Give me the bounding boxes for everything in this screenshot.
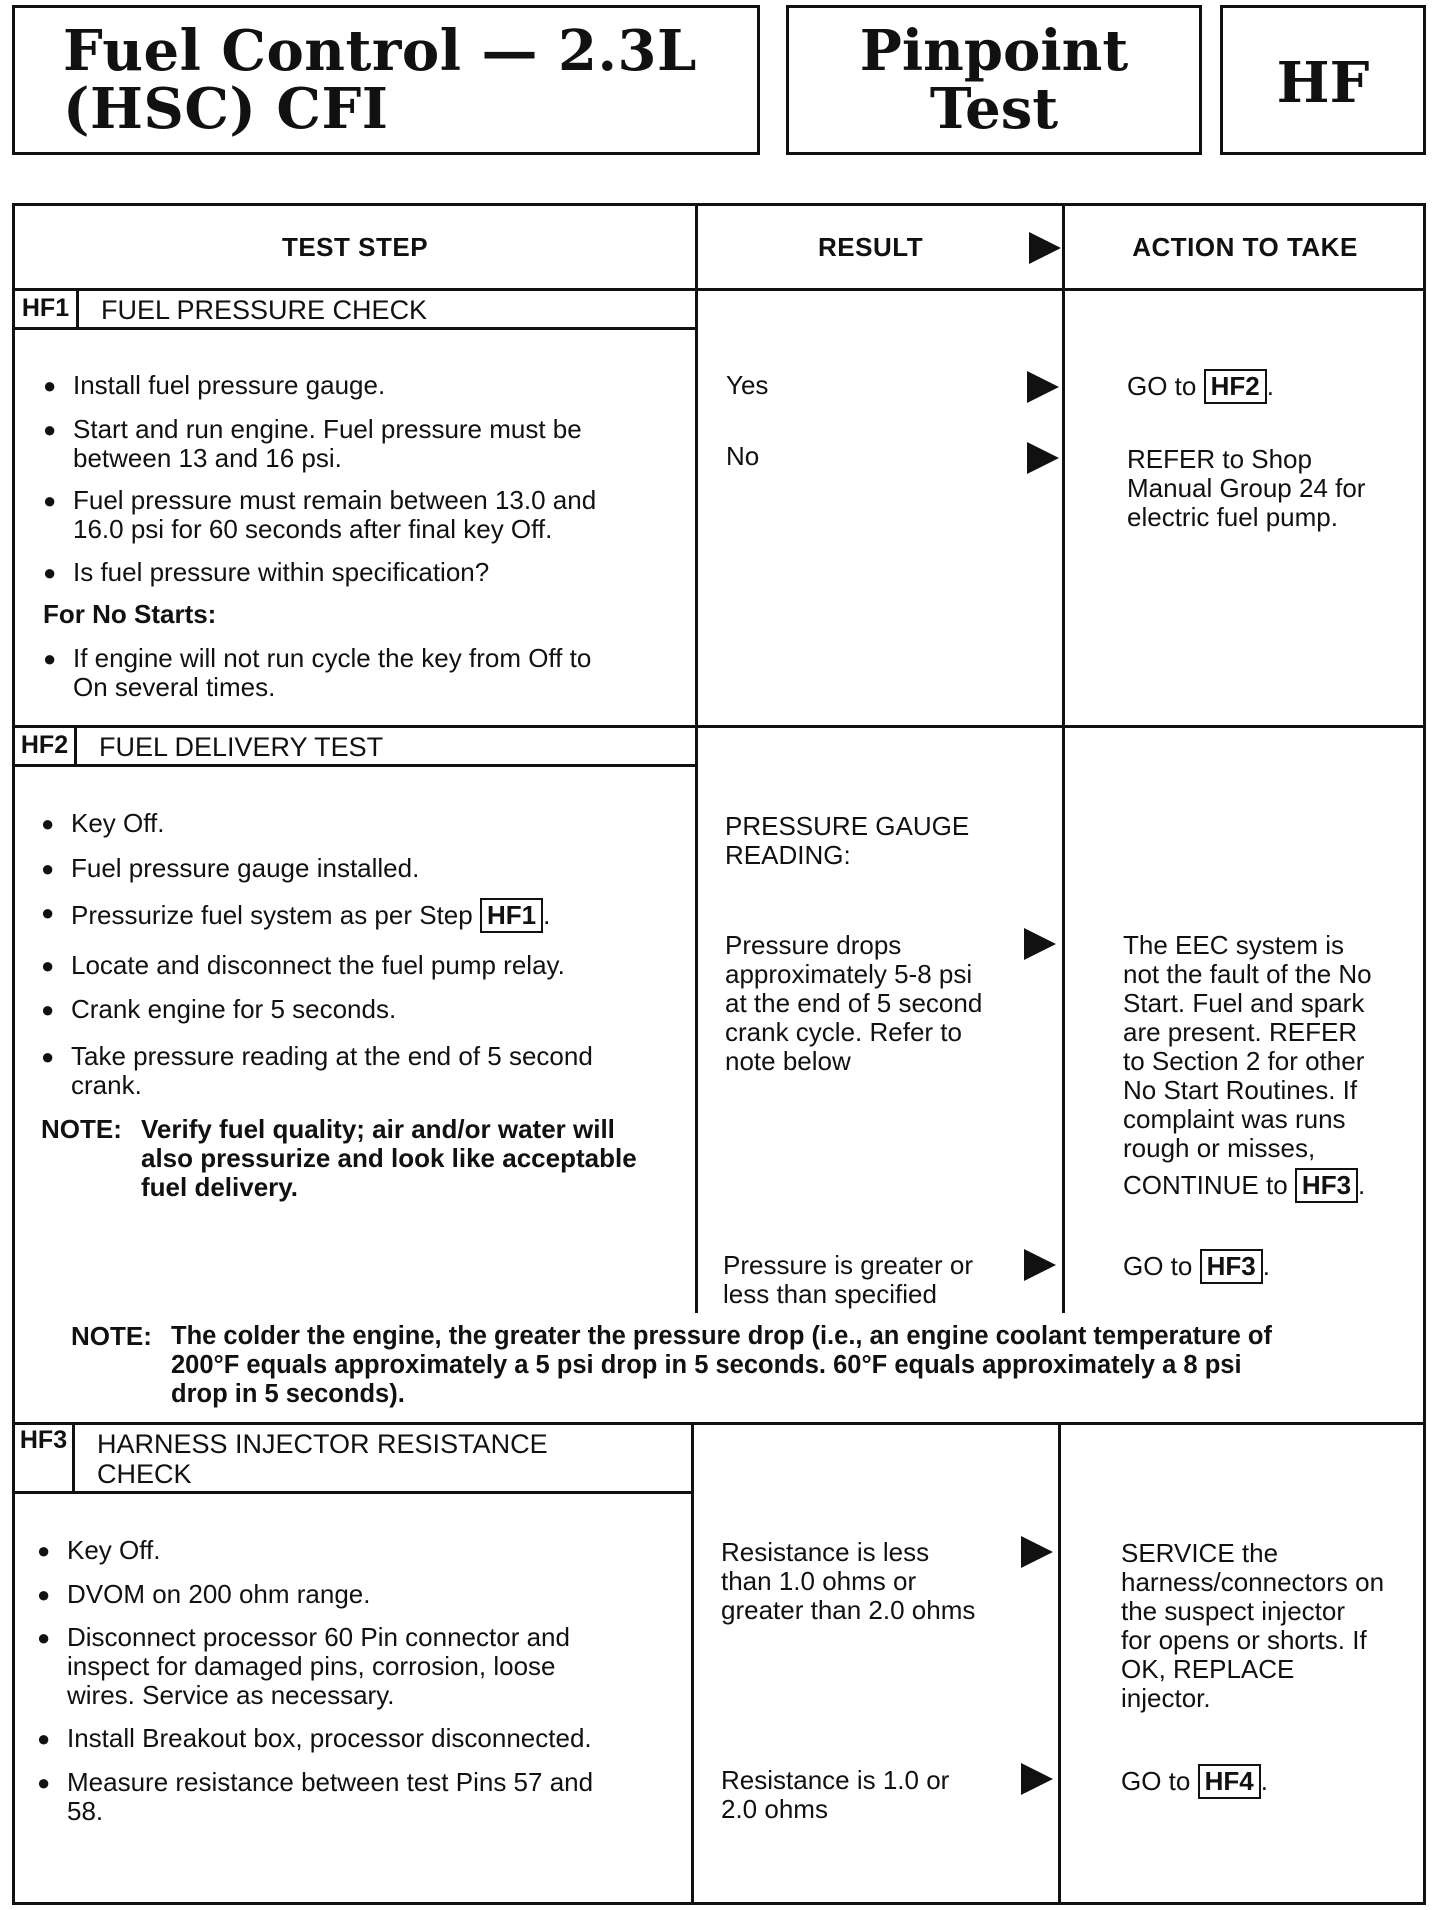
hf1-bullet-2-cont: between 13 and 16 psi. — [73, 443, 342, 473]
hf1-bullet-5-cont: On several times. — [73, 672, 276, 702]
pinpoint-label — [789, 18, 1199, 142]
hf3-bullet-1: ● Key Off. — [67, 1536, 160, 1565]
hf3-result-1-arrow-icon — [1021, 1536, 1053, 1568]
hf1-subhead: For No Starts: — [43, 599, 217, 629]
hf3-result-1-line-1: Resistance is less — [721, 1537, 930, 1567]
hf2-action-2-prefix: GO to — [1123, 1251, 1193, 1281]
hf2-bullet-2: ● Fuel pressure gauge installed. — [71, 854, 419, 883]
hf3-result-1-line-3: greater than 2.0 ohms — [721, 1595, 976, 1625]
hf3-result-2-line-2: 2.0 ohms — [721, 1794, 828, 1824]
col-divider-1-upper — [695, 206, 698, 1313]
hf2-bullet-3 — [71, 898, 550, 933]
hf2-bullet-3-suffix: . — [543, 900, 551, 930]
hf3-bullet-3-cont-2: wires. Service as necessary. — [67, 1680, 395, 1710]
hf2-action-2 — [1123, 1249, 1270, 1284]
result-arrow-icon — [1029, 232, 1061, 264]
hf1-result-yes: Yes — [726, 370, 769, 400]
hf1-action-yes — [1127, 369, 1274, 404]
col-header-action: ACTION TO TAKE — [1132, 232, 1358, 262]
hf1-no-arrow-icon — [1027, 442, 1059, 474]
hf2-action-1-line-3: Start. Fuel and spark — [1123, 988, 1365, 1018]
step-title-hf2: FUEL DELIVERY TEST — [99, 732, 384, 762]
hf3-action-2-suffix: . — [1260, 1766, 1268, 1796]
hf1-yes-arrow-icon — [1027, 371, 1059, 403]
step-title-hf3-line-1: HARNESS INJECTOR RESISTANCE — [97, 1429, 548, 1459]
pinpoint-line-1: Pinpoint — [859, 18, 1129, 84]
hf2-action-1-line-5: to Section 2 for other — [1123, 1046, 1365, 1076]
wide-note-label: NOTE: — [71, 1321, 152, 1351]
hf2-bullet-5: ● Crank engine for 5 seconds. — [71, 995, 396, 1024]
hf2-action-1-line-1: The EEC system is — [1123, 930, 1345, 960]
hf2-bottom-divider — [15, 1422, 1423, 1425]
hf2-result-1-line-1: Pressure drops — [725, 930, 902, 960]
step-tag-hf2: HF2 — [15, 725, 77, 767]
hf3-action-2-prefix: GO to — [1121, 1766, 1191, 1796]
hf2-bullet-6: ● Take pressure reading at the end of 5 second — [71, 1042, 593, 1071]
wide-note-line-1: The colder the engine, the greater the pressure drop (i.e., an engine coolant temperature of — [171, 1322, 1272, 1350]
hf3-action-2 — [1121, 1764, 1268, 1799]
hf2-result-1-line-4: crank cycle. Refer to — [725, 1017, 962, 1047]
hf2-action-1-line-6: No Start Routines. If — [1123, 1075, 1358, 1105]
wide-note-line-3: drop in 5 seconds). — [171, 1380, 405, 1408]
hf2-action-2-suffix: . — [1262, 1251, 1270, 1281]
hf2-note-line-2: also pressurize and look like acceptable — [141, 1143, 637, 1173]
hf2-result-1-arrow-icon — [1024, 928, 1056, 960]
hf2-action-1-line-8: rough or misses, — [1123, 1133, 1316, 1163]
hf2-result-2-line-2: less than specified — [723, 1279, 937, 1309]
col-divider-2-lower — [1058, 1422, 1061, 1902]
page-title — [63, 18, 697, 142]
hf3-action-1-line-3: the suspect injector — [1121, 1596, 1346, 1626]
hf3-result-2-line-1: Resistance is 1.0 or — [721, 1765, 950, 1795]
hf1-action-yes-prefix: GO to — [1127, 371, 1197, 401]
col-divider-2-upper — [1062, 206, 1065, 1313]
hf1-result-no: No — [726, 441, 760, 471]
hf2-action-1-line-7: complaint was runs — [1123, 1104, 1346, 1134]
hf1-bullet-2: ● Start and run engine. Fuel pressure must be — [73, 415, 582, 444]
hf3-action-1-line-6: injector. — [1121, 1683, 1211, 1713]
hf2-result-head-1: PRESSURE GAUGE — [725, 811, 970, 841]
hf2-action-1-suffix: . — [1358, 1170, 1366, 1200]
hf2-bullet-3-text: Pressurize fuel system as per Step — [71, 900, 473, 930]
hf3-action-1-line-1: SERVICE the — [1121, 1538, 1279, 1568]
hf3-bullet-5-cont: 58. — [67, 1796, 104, 1826]
hf2-ref-hf3-a[interactable]: HF3 — [1295, 1168, 1358, 1203]
hf3-bullet-4: ● Install Breakout box, processor disconnected. — [67, 1724, 592, 1753]
step-rule-hf2 — [15, 764, 695, 767]
pinpoint-box — [786, 5, 1202, 155]
hf2-note-label: NOTE: — [41, 1114, 122, 1144]
hf1-action-no-3: electric fuel pump. — [1127, 502, 1338, 532]
hf3-bullet-5: ● Measure resistance between test Pins 57 and — [67, 1768, 593, 1797]
test-table — [12, 203, 1426, 1905]
step-title-hf1: FUEL PRESSURE CHECK — [101, 295, 428, 325]
col-divider-1-lower — [691, 1422, 694, 1902]
hf1-action-yes-suffix: . — [1266, 371, 1274, 401]
step-tag-hf3: HF3 — [15, 1422, 75, 1494]
hf1-ref-hf2[interactable]: HF2 — [1204, 369, 1267, 404]
title-line-2: (HSC) CFI — [63, 76, 389, 142]
hf1-bullet-4: ● Is fuel pressure within specification? — [73, 558, 489, 587]
hf2-result-2-line-1: Pressure is greater or — [723, 1250, 973, 1280]
step-title-hf3-line-2: CHECK — [97, 1459, 192, 1489]
hf2-bullet-6-cont: crank. — [71, 1070, 142, 1100]
hf3-action-1-line-5: OK, REPLACE — [1121, 1654, 1295, 1684]
hf3-bullet-3: ● Disconnect processor 60 Pin connector and — [67, 1623, 570, 1652]
hf3-result-1-line-2: than 1.0 ohms or — [721, 1566, 917, 1596]
hf3-bullet-2: ● DVOM on 200 ohm range. — [67, 1580, 371, 1609]
hf2-action-1-line-2: not the fault of the No — [1123, 959, 1372, 989]
hf1-bullet-1: ● Install fuel pressure gauge. — [73, 371, 385, 400]
step-rule-hf1 — [15, 327, 695, 330]
hf1-bullet-3-cont: 16.0 psi for 60 seconds after final key Off. — [73, 514, 553, 544]
test-code: HF — [1276, 50, 1370, 116]
hf2-result-1-line-2: approximately 5-8 psi — [725, 959, 973, 989]
hf2-result-1-line-5: note below — [725, 1046, 851, 1076]
hf3-bullet-3-cont-1: inspect for damaged pins, corrosion, loose — [67, 1651, 556, 1681]
hf1-action-no-1: REFER to Shop — [1127, 444, 1312, 474]
hf3-action-1-line-2: harness/connectors on — [1121, 1567, 1385, 1597]
hf1-bullet-5: ● If engine will not run cycle the key from Off to — [73, 644, 591, 673]
wide-note-line-2: 200°F equals approximately a 5 psi drop in 5 seconds. 60°F equals approximately a 8 psi — [171, 1351, 1242, 1379]
hf2-note-line-1: Verify fuel quality; air and/or water will — [141, 1114, 615, 1144]
step-rule-hf3 — [15, 1491, 691, 1494]
hf1-action-no-2: Manual Group 24 for — [1127, 473, 1366, 503]
col-header-test-step: TEST STEP — [281, 232, 429, 262]
hf3-ref-hf4[interactable]: HF4 — [1198, 1764, 1261, 1799]
hf2-note-line-3: fuel delivery. — [141, 1172, 299, 1202]
col-header-result: RESULT — [818, 232, 924, 262]
hf2-bullet-4: ● Locate and disconnect the fuel pump relay. — [71, 951, 565, 980]
hf1-bullet-3: ● Fuel pressure must remain between 13.0 and — [73, 486, 596, 515]
code-box — [1220, 5, 1426, 155]
header-divider — [15, 288, 1423, 291]
title-line-1: Fuel Control — 2.3L — [63, 18, 697, 84]
hf3-action-1-line-4: for opens or shorts. If — [1121, 1625, 1367, 1655]
hf2-ref-hf1[interactable]: HF1 — [480, 898, 543, 933]
step-tag-hf1: HF1 — [15, 288, 79, 330]
hf2-ref-hf3-b[interactable]: HF3 — [1200, 1249, 1263, 1284]
hf2-result-2-arrow-icon — [1024, 1249, 1056, 1281]
hf3-result-2-arrow-icon — [1021, 1763, 1053, 1795]
title-box — [12, 5, 760, 155]
hf2-result-head-2: READING: — [725, 840, 851, 870]
pinpoint-line-2: Test — [929, 76, 1059, 142]
hf2-action-1-continue: CONTINUE to — [1123, 1170, 1288, 1200]
hf2-result-1-line-3: at the end of 5 second — [725, 988, 983, 1018]
hf2-bullet-1: ● Key Off. — [71, 809, 164, 838]
hf2-action-1-line-9 — [1123, 1168, 1365, 1203]
hf1-bottom-divider — [15, 725, 1423, 728]
hf2-action-1-line-4: are present. REFER — [1123, 1017, 1358, 1047]
